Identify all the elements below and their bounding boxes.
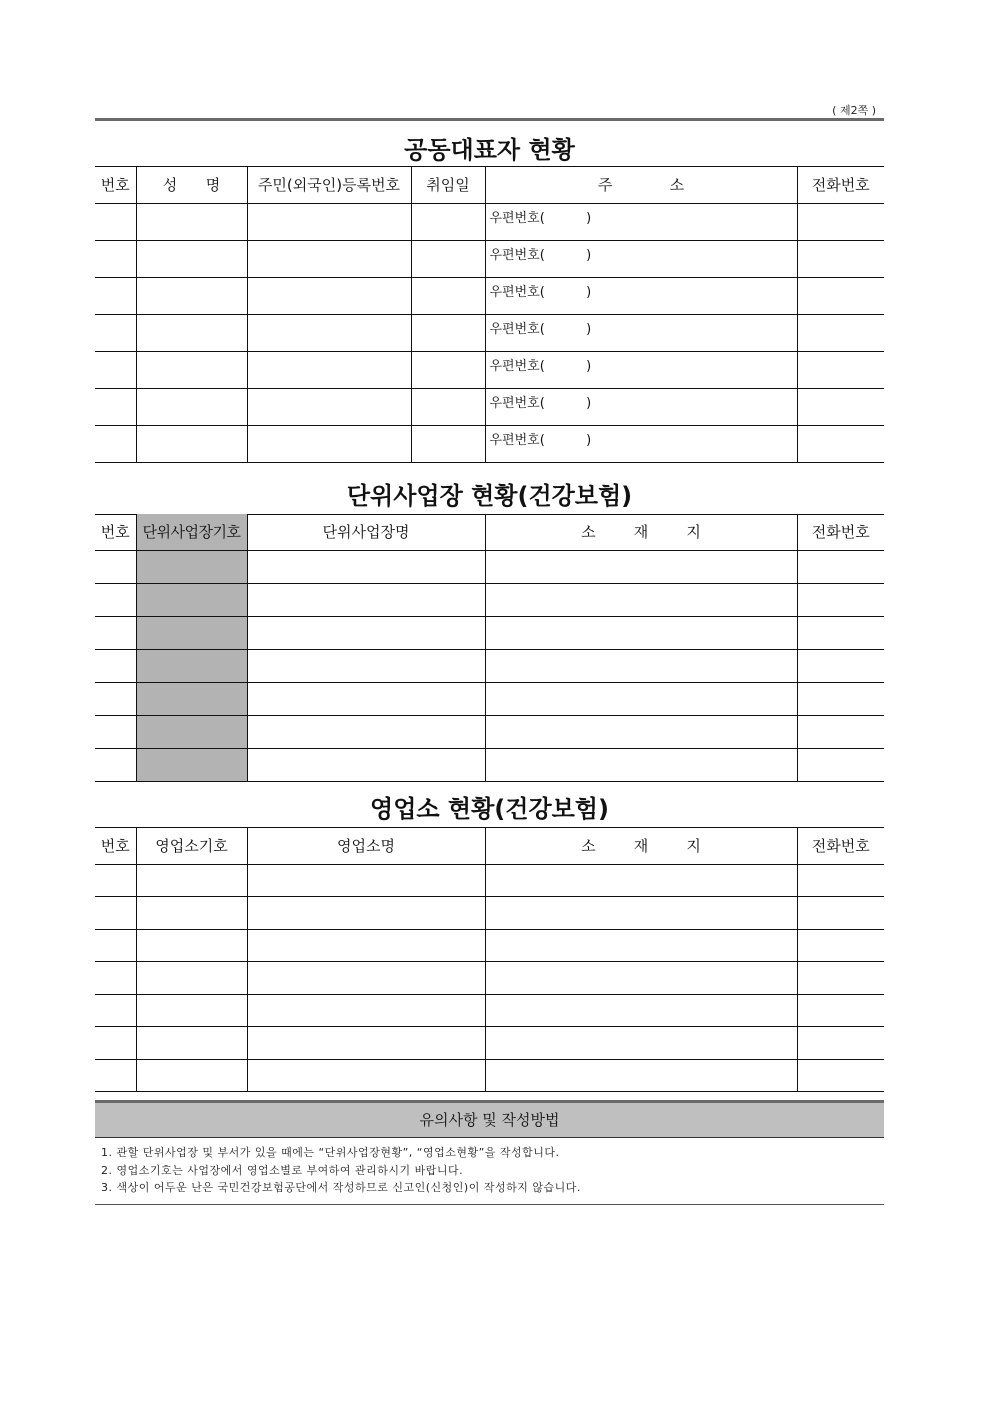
section1-title: 공동대표자 현황: [404, 136, 575, 164]
col-office-code: 영업소기호: [136, 827, 247, 864]
col-number: 번호: [95, 514, 136, 550]
bottom-rule: [95, 1204, 884, 1205]
cell[interactable]: [247, 314, 411, 351]
cell[interactable]: [485, 897, 797, 930]
cell[interactable]: [136, 425, 247, 462]
cell[interactable]: [136, 351, 247, 388]
table-row: [95, 277, 884, 314]
cell[interactable]: [485, 682, 797, 715]
cell[interactable]: [485, 649, 797, 682]
cell[interactable]: [797, 715, 884, 748]
cell[interactable]: [247, 929, 485, 962]
cell[interactable]: [247, 994, 485, 1027]
table-row: [95, 240, 884, 277]
col-phone: 전화번호: [797, 514, 884, 550]
zip-cell[interactable]: 우편번호( ): [485, 277, 797, 314]
cell[interactable]: [247, 715, 485, 748]
cell[interactable]: [797, 682, 884, 715]
cell[interactable]: [247, 682, 485, 715]
cell[interactable]: [136, 314, 247, 351]
cell[interactable]: [95, 1027, 136, 1060]
cell[interactable]: [95, 864, 136, 897]
zip-cell[interactable]: 우편번호( ): [485, 388, 797, 425]
cell[interactable]: [247, 1059, 485, 1092]
cell[interactable]: [485, 994, 797, 1027]
cell[interactable]: [797, 203, 884, 240]
cell[interactable]: [247, 203, 411, 240]
shaded-cell: [136, 583, 247, 616]
cell[interactable]: [797, 994, 884, 1027]
cell[interactable]: [485, 1059, 797, 1092]
cell[interactable]: [797, 388, 884, 425]
table-row: [95, 748, 884, 781]
cell[interactable]: [485, 1027, 797, 1060]
cell[interactable]: [797, 583, 884, 616]
zip-cell[interactable]: 우편번호( ): [485, 203, 797, 240]
col-phone: 전화번호: [797, 166, 884, 203]
cell[interactable]: [247, 1027, 485, 1060]
cell[interactable]: [136, 962, 247, 995]
table-row: [95, 929, 884, 962]
table-row: [95, 864, 884, 897]
col-address: 주 소: [485, 166, 797, 203]
cell[interactable]: [485, 864, 797, 897]
table-row: [95, 550, 884, 583]
sales-office-table: [95, 827, 884, 1092]
cell[interactable]: [247, 240, 411, 277]
cell[interactable]: [411, 203, 485, 240]
section2-title: 단위사업장 현황(건강보험): [346, 482, 633, 510]
table-row: [95, 1059, 884, 1092]
cell[interactable]: [485, 748, 797, 781]
cell[interactable]: [797, 425, 884, 462]
shaded-cell: [136, 748, 247, 781]
cell[interactable]: [95, 240, 136, 277]
shaded-cell: [136, 550, 247, 583]
cell[interactable]: [485, 929, 797, 962]
table-row: [95, 649, 884, 682]
cell[interactable]: [136, 203, 247, 240]
cell[interactable]: [485, 616, 797, 649]
cell[interactable]: [95, 897, 136, 930]
cell[interactable]: [247, 388, 411, 425]
cell[interactable]: [95, 550, 136, 583]
col-unit-name: 단위사업장명: [247, 514, 485, 550]
cell[interactable]: [411, 277, 485, 314]
cell[interactable]: [485, 583, 797, 616]
cell[interactable]: [136, 1027, 247, 1060]
col-phone: 전화번호: [797, 827, 884, 864]
cell[interactable]: [247, 616, 485, 649]
zip-cell[interactable]: 우편번호( ): [485, 425, 797, 462]
cell[interactable]: [485, 715, 797, 748]
col-location: 소 재 지: [485, 514, 797, 550]
cell[interactable]: [95, 351, 136, 388]
cell[interactable]: [95, 649, 136, 682]
cell[interactable]: [411, 425, 485, 462]
table-row: [95, 425, 884, 462]
table-row: [95, 314, 884, 351]
table-row: [95, 994, 884, 1027]
table-row: [95, 962, 884, 995]
page-number: ( 제2쪽 ): [832, 104, 876, 117]
cell[interactable]: [136, 864, 247, 897]
col-location: 소 재 지: [485, 827, 797, 864]
notes-list: [101, 1144, 581, 1197]
table-row: [95, 388, 884, 425]
cell[interactable]: [136, 897, 247, 930]
unit-workplace-table: [95, 514, 884, 782]
cell[interactable]: [411, 388, 485, 425]
cell[interactable]: [247, 351, 411, 388]
table-row: [95, 203, 884, 240]
table-header-row: [95, 514, 884, 550]
cell[interactable]: [95, 1059, 136, 1092]
col-number: 번호: [95, 166, 136, 203]
cell[interactable]: [411, 351, 485, 388]
col-unit-code: 단위사업장기호: [136, 514, 247, 550]
note-item: 2. 영업소기호는 사업장에서 영업소별로 부여하여 관리하시기 바랍니다.: [101, 1163, 464, 1177]
cell[interactable]: [411, 314, 485, 351]
cell[interactable]: [95, 425, 136, 462]
cell[interactable]: [485, 962, 797, 995]
cell[interactable]: [95, 203, 136, 240]
table-header-row: [95, 827, 884, 864]
cell[interactable]: [95, 682, 136, 715]
top-rule: [95, 118, 884, 121]
col-registration-number: 주민(외국인)등록번호: [247, 166, 411, 203]
cell[interactable]: [136, 929, 247, 962]
cell[interactable]: [797, 314, 884, 351]
cell[interactable]: [797, 929, 884, 962]
cell[interactable]: [95, 583, 136, 616]
cell[interactable]: [136, 388, 247, 425]
cell[interactable]: [247, 425, 411, 462]
cell[interactable]: [485, 550, 797, 583]
col-office-name: 영업소명: [247, 827, 485, 864]
cell[interactable]: [797, 1059, 884, 1092]
table-row: [95, 1027, 884, 1060]
cell[interactable]: [247, 550, 485, 583]
note-item: 1. 관할 단위사업장 및 부서가 있을 때에는 “단위사업장현황”, “영업소현황”을 작성합니다.: [101, 1146, 560, 1159]
zip-cell[interactable]: 우편번호( ): [485, 240, 797, 277]
cell[interactable]: [797, 351, 884, 388]
table-row: [95, 682, 884, 715]
cell[interactable]: [797, 616, 884, 649]
shaded-cell: [136, 649, 247, 682]
cell[interactable]: [95, 962, 136, 995]
col-appointment-date: 취임일: [411, 166, 485, 203]
cell[interactable]: [247, 649, 485, 682]
cell[interactable]: [95, 277, 136, 314]
table-row: [95, 897, 884, 930]
cell[interactable]: [247, 962, 485, 995]
cell[interactable]: [95, 388, 136, 425]
cell[interactable]: [95, 616, 136, 649]
zip-cell[interactable]: 우편번호( ): [485, 351, 797, 388]
shaded-cell: [136, 682, 247, 715]
cell[interactable]: [247, 277, 411, 314]
cell[interactable]: [247, 864, 485, 897]
table-row: [95, 715, 884, 748]
cell[interactable]: [136, 277, 247, 314]
col-number: 번호: [95, 827, 136, 864]
cell[interactable]: [797, 1027, 884, 1060]
cell[interactable]: [247, 897, 485, 930]
cell[interactable]: [797, 277, 884, 314]
representatives-table: [95, 166, 884, 463]
cell[interactable]: [247, 748, 485, 781]
notes-title: 유의사항 및 작성방법: [95, 1100, 884, 1138]
cell[interactable]: [797, 748, 884, 781]
table-row: [95, 351, 884, 388]
cell[interactable]: [95, 994, 136, 1027]
shaded-cell: [136, 616, 247, 649]
cell[interactable]: [95, 314, 136, 351]
cell[interactable]: [95, 715, 136, 748]
section3-title: 영업소 현황(건강보험): [370, 795, 609, 823]
table-header-row: [95, 166, 884, 203]
col-name: 성 명: [136, 166, 247, 203]
cell[interactable]: [797, 240, 884, 277]
zip-cell[interactable]: 우편번호( ): [485, 314, 797, 351]
cell[interactable]: [797, 897, 884, 930]
cell[interactable]: [136, 240, 247, 277]
cell[interactable]: [95, 748, 136, 781]
cell[interactable]: [247, 583, 485, 616]
shaded-cell: [136, 715, 247, 748]
cell[interactable]: [797, 962, 884, 995]
cell[interactable]: [95, 929, 136, 962]
note-item: 3. 색상이 어두운 난은 국민건강보험공단에서 작성하므로 신고인(신청인)이 작성하지 않습니다.: [101, 1181, 581, 1194]
table-row: [95, 583, 884, 616]
cell[interactable]: [136, 994, 247, 1027]
cell[interactable]: [797, 864, 884, 897]
cell[interactable]: [797, 649, 884, 682]
table-row: [95, 616, 884, 649]
cell[interactable]: [797, 550, 884, 583]
cell[interactable]: [411, 240, 485, 277]
cell[interactable]: [136, 1059, 247, 1092]
